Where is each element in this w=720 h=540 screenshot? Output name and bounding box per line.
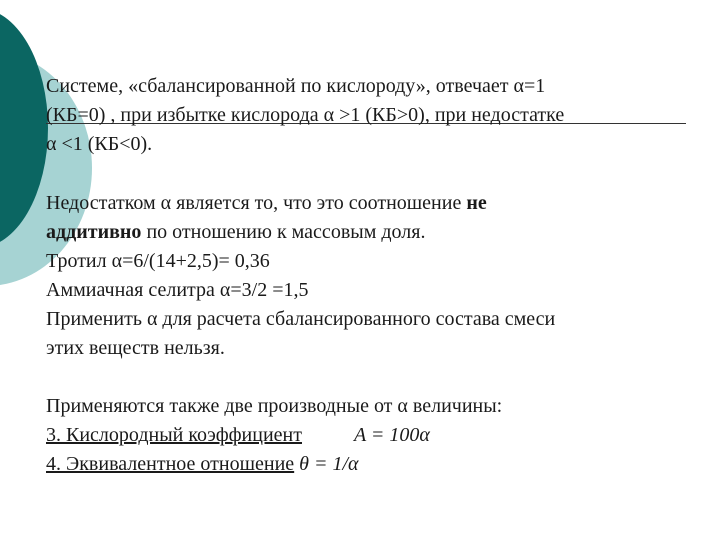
oxygen-coefficient-label: 3. Кислородный коэффициент — [46, 424, 302, 446]
para2-line2 — [46, 218, 425, 247]
equivalence-ratio-formula: θ = 1/α — [294, 453, 359, 475]
para2-line2-text: по отношению к массовым доля. — [141, 221, 426, 243]
para3-line1: Применяются также две производные от α величины: — [46, 395, 503, 417]
para3-line3 — [46, 450, 359, 479]
equivalence-ratio-label: 4. Эквивалентное отношение — [46, 453, 295, 475]
para3-line2 — [46, 421, 430, 450]
para2-line3: Тротил α=6/(14+2,5)= 0,36 — [46, 250, 270, 272]
para2-line1 — [46, 189, 487, 218]
para2-line1-bold: не — [466, 192, 487, 214]
para1-line3: α <1 (КБ<0). — [46, 133, 153, 155]
oxygen-coefficient-formula: A = 100α — [354, 424, 430, 446]
para2-line2-bold: аддитивно — [46, 221, 142, 243]
para2-line5: Применить α для расчета сбалансированного состава смеси — [46, 308, 556, 330]
para1-line1: Системе, «сбалансированной по кислороду», отвечает α=1 — [46, 75, 546, 97]
para2-line4: Аммиачная селитра α=3/2 =1,5 — [46, 279, 309, 301]
para2-line6: этих веществ нельзя. — [46, 337, 225, 359]
para1-line2: (КБ=0) , при избытке кислорода α >1 (КБ>0), при недостатке — [46, 104, 565, 126]
para2-line1-text: Недостатком α является то, что это соотношение — [46, 192, 467, 214]
